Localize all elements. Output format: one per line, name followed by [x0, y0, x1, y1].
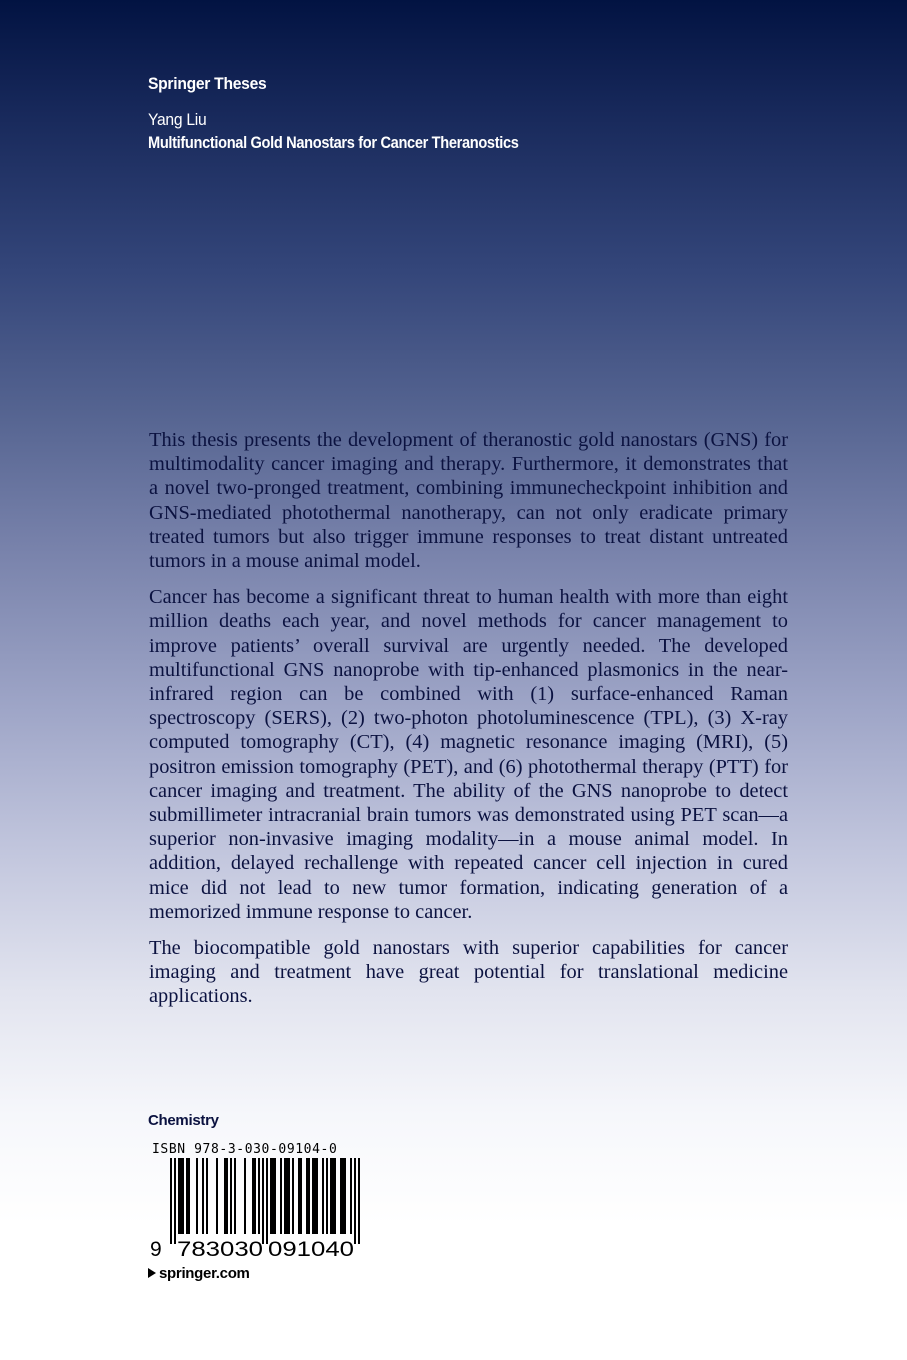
barcode-bar	[182, 1158, 184, 1234]
barcode-bar	[186, 1158, 188, 1234]
barcode-bar	[224, 1158, 226, 1234]
barcode-bar	[334, 1158, 336, 1234]
barcode-bar	[292, 1158, 294, 1234]
blurb-paragraph: This thesis presents the development of theranostic gold nanostars (GNS) for multimodality cancer imaging and therapy. Furthermore, it demonstrates that a novel two-pronged treatment, combining immunecheckpoint inhibition and GNS-mediated photothermal nanotherapy, can not only eradicate primary treated tumors but also trigger immune responses to treat distant untreated tumors in a mouse animal model.	[149, 429, 788, 573]
barcode-bar	[178, 1158, 180, 1234]
barcode-bar	[180, 1158, 182, 1234]
barcode-bar	[332, 1158, 334, 1234]
barcode-bar	[258, 1158, 260, 1234]
barcode-bar	[286, 1158, 288, 1234]
isbn-label: ISBN 978-3-030-09104-0	[152, 1142, 338, 1157]
barcode-bar	[300, 1158, 302, 1234]
barcode-bar	[344, 1158, 346, 1234]
barcode-bar	[252, 1158, 254, 1234]
barcode-bar	[340, 1158, 342, 1234]
barcode-bar	[358, 1158, 360, 1244]
barcode-bar	[354, 1158, 356, 1244]
barcode-bar	[272, 1158, 274, 1234]
barcode-bar	[306, 1158, 308, 1234]
barcode-bar	[230, 1158, 232, 1234]
blurb-paragraph: The biocompatible gold nanostars with superior capabilities for cancer imaging and treatment have great potential for translational medicine applications.	[149, 937, 788, 1008]
barcode-bar	[270, 1158, 272, 1234]
book-title: Multifunctional Gold Nanostars for Cancer Theranostics	[148, 133, 519, 152]
barcode-bar	[206, 1158, 208, 1234]
barcode-bar	[298, 1158, 300, 1234]
barcode-bar	[274, 1158, 276, 1234]
barcode-bar	[284, 1158, 286, 1234]
isbn-barcode	[150, 1158, 370, 1260]
barcode-bar	[226, 1158, 228, 1234]
barcode-bar	[312, 1158, 314, 1234]
barcode-left-digits: 783030	[177, 1238, 263, 1260]
author-name: Yang Liu	[148, 110, 207, 129]
barcode-bar	[350, 1158, 352, 1234]
barcode-bar	[322, 1158, 324, 1234]
barcode-right-digits: 091040	[268, 1238, 354, 1260]
barcode-bar	[234, 1158, 236, 1234]
springer-website-link[interactable]	[148, 1265, 250, 1282]
right-triangle-icon	[148, 1268, 156, 1278]
series-name: Springer Theses	[148, 74, 267, 93]
barcode-bar	[216, 1158, 218, 1234]
blurb-paragraph: Cancer has become a significant threat to human health with more than eight million deaths each year, and novel methods for cancer management to improve patients’ overall survival are urgently needed. The developed multifunctional GNS nanoprobe with tip-enhanced plasmonics in the near-infrared region can be combined with (1) surface-enhanced Raman spectroscopy (SERS), (2) two-photon photoluminescence (TPL), (3) X-ray computed tomography (CT), (4) magnetic resonance imaging (MRI), (5) positron emission tomography (PET), and (6) photothermal therapy (PTT) for cancer imaging and treatment. The ability of the GNS nanoprobe to detect submillimeter intracranial brain tumors was demonstrated using PET scan—a superior non-invasive imaging modality—in a mouse animal model. In addition, delayed rechallenge with repeated cancer cell injection in cured mice did not lead to new tumor formation, indicating generation of a memorized immune response to cancer.	[149, 586, 788, 923]
barcode-bar	[342, 1158, 344, 1234]
barcode-bar	[266, 1158, 268, 1244]
barcode-bar	[262, 1158, 264, 1244]
barcode-bar	[174, 1158, 176, 1244]
barcode-bar	[314, 1158, 316, 1234]
barcode-bar	[170, 1158, 172, 1244]
website-label: springer.com	[159, 1265, 250, 1282]
barcode-bars	[170, 1158, 360, 1244]
barcode-bar	[330, 1158, 332, 1234]
barcode-bar	[308, 1158, 310, 1234]
barcode-bar	[280, 1158, 282, 1234]
barcode-first-digit: 9	[150, 1238, 162, 1260]
barcode-bar	[254, 1158, 256, 1234]
barcode-bar	[202, 1158, 204, 1234]
subject-label: Chemistry	[148, 1112, 219, 1129]
barcode-bar	[196, 1158, 198, 1234]
barcode-bar	[316, 1158, 318, 1234]
barcode-bar	[326, 1158, 328, 1234]
barcode-bar	[188, 1158, 190, 1234]
barcode-bar	[288, 1158, 290, 1234]
barcode-bar	[244, 1158, 246, 1234]
blurb	[149, 428, 788, 1021]
